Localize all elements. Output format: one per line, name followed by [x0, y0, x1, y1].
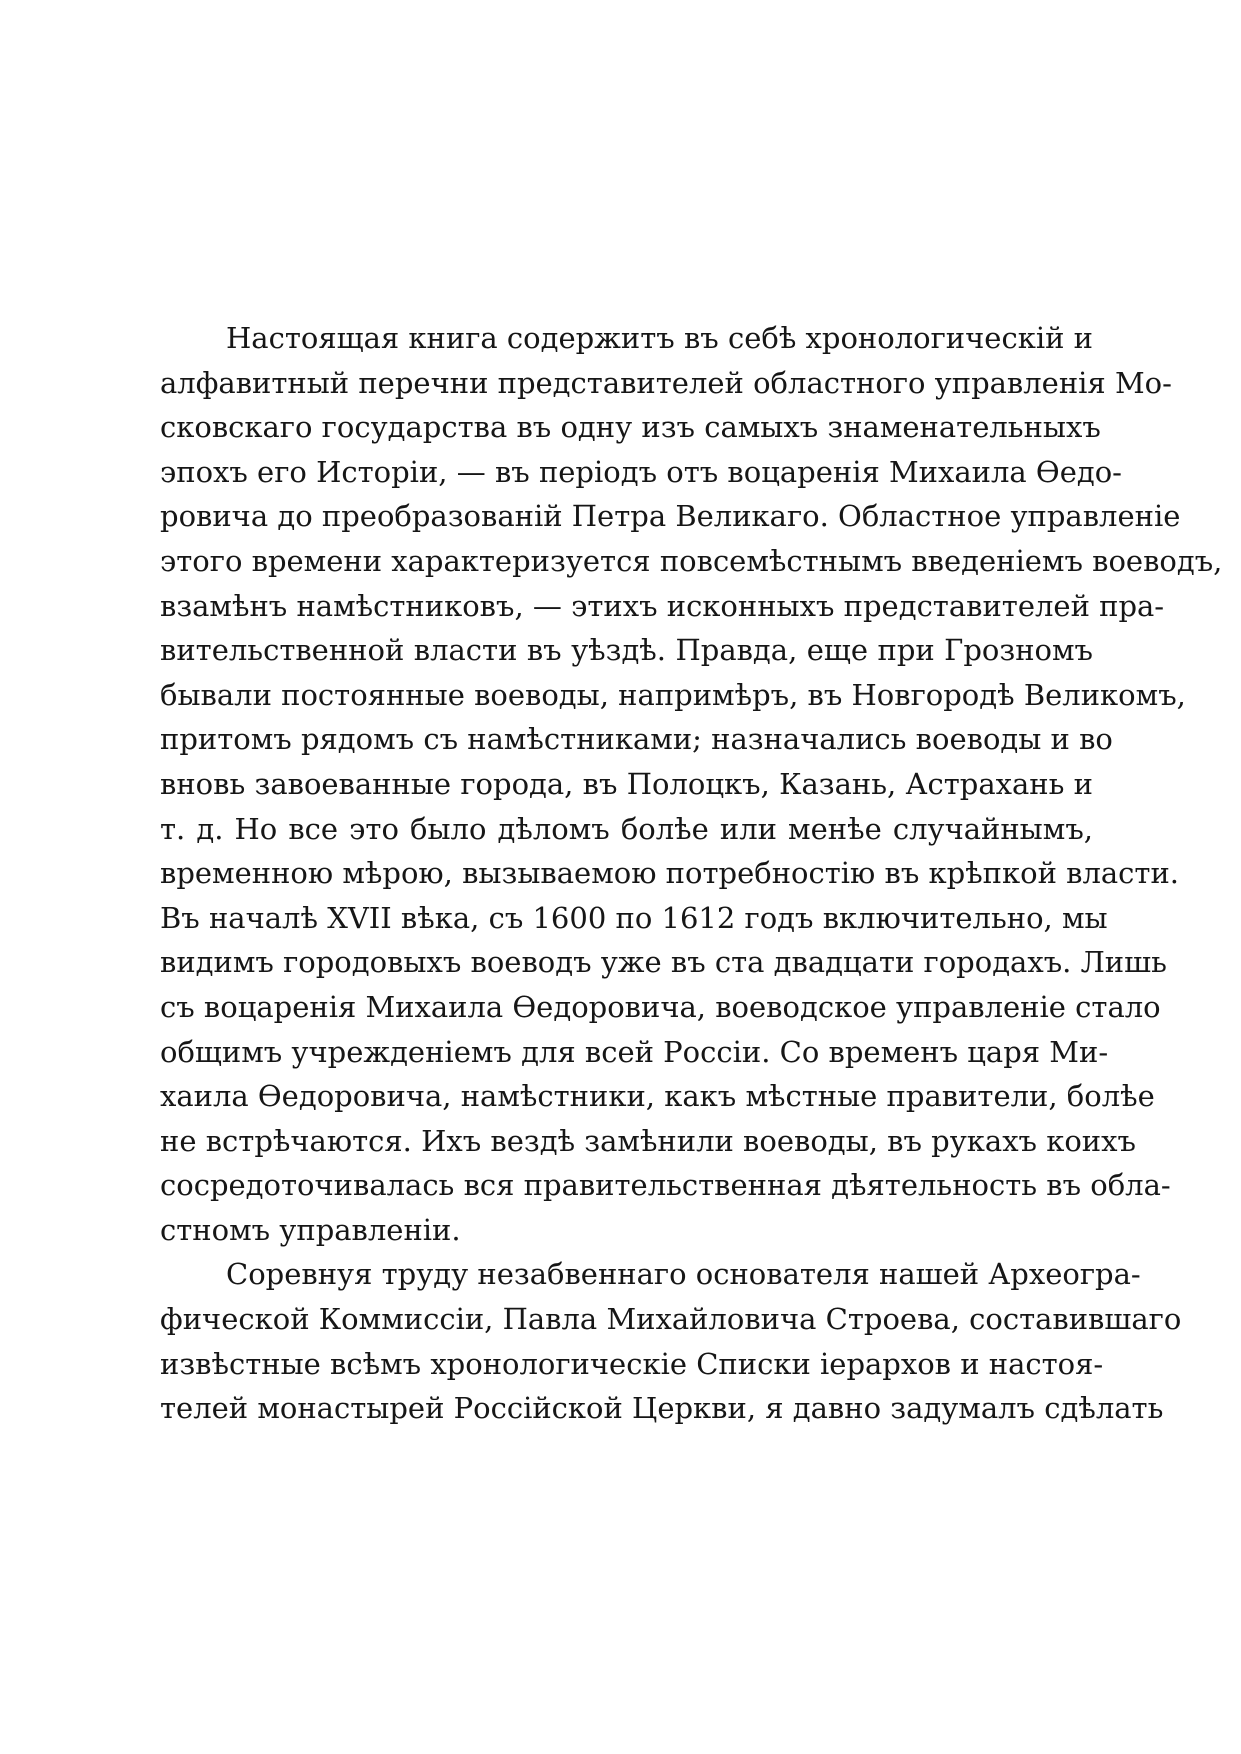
text-line: съ воцаренія Михаила Өедоровича, воеводское управленіе стало — [160, 989, 1161, 1024]
text-line: извѣстные всѣмъ хронологическіе Списки іерархов и настоя- — [160, 1346, 1104, 1381]
text-line: временною мѣрою, вызываемою потребностію въ крѣпкой власти. — [160, 856, 1180, 891]
text-line: этого времени характеризуется повсемѣстнымъ введеніемъ воеводъ, — [160, 543, 1223, 578]
text-line: алфавитный перечни представителей областного управленія Мо- — [160, 365, 1172, 400]
text-line: вновь завоеванные города, въ Полоцкъ, Казань, Астрахань и — [160, 766, 1093, 801]
text-line: ровича до преобразованій Петра Великаго. Областное управленіе — [160, 499, 1181, 534]
text-line: хаила Өедоровича, намѣстники, какъ мѣстные правители, болѣе — [160, 1079, 1155, 1114]
text-line: телей монастырей Россійской Церкви, я давно задумалъ сдѣлать — [160, 1391, 1164, 1426]
text-line: видимъ городовыхъ воеводъ уже въ ста двадцати городахъ. Лишь — [160, 945, 1167, 980]
text-line: вительственной власти въ уѣздѣ. Правда, еще при Грозномъ — [160, 633, 1093, 668]
text-line: бывали постоянные воеводы, напримѣръ, въ Новгородѣ Великомъ, — [160, 677, 1186, 712]
text-line: Въ началѣ XVII вѣка, съ 1600 по 1612 годъ включительно, мы — [160, 900, 1108, 935]
text-line: взамѣнъ намѣстниковъ, — этихъ исконныхъ представителей пра- — [160, 588, 1165, 623]
text-line: сосредоточивалась вся правительственная дѣятельность въ обла- — [160, 1168, 1171, 1203]
text-line: стномъ управленіи. — [160, 1212, 461, 1247]
page-body — [160, 316, 1223, 1431]
paragraph-2 — [160, 1252, 1182, 1430]
text-line: Настоящая книга содержитъ въ себѣ хронологическій и — [226, 321, 1093, 355]
text-line: притомъ рядомъ съ намѣстниками; назначались воеводы и во — [160, 722, 1113, 757]
text-line: общимъ учрежденіемъ для всей Россіи. Со временъ царя Ми- — [160, 1034, 1109, 1069]
text-line: т. д. Но все это было дѣломъ болѣе или менѣе случайнымъ, — [160, 811, 1093, 846]
text-line: сковскаго государства въ одну изъ самыхъ знаменательныхъ — [160, 410, 1101, 445]
paragraph-1 — [160, 316, 1223, 1252]
text-line: фической Коммиссіи, Павла Михайловича Строева, составившаго — [160, 1302, 1182, 1337]
text-line: эпохъ его Исторіи, — въ періодъ отъ воцаренія Михаила Өедо- — [160, 454, 1122, 489]
text-line: не встрѣчаются. Ихъ вездѣ замѣнили воеводы, въ рукахъ коихъ — [160, 1123, 1136, 1158]
text-line: Соревнуя труду незабвеннаго основателя нашей Археогра- — [226, 1257, 1141, 1292]
